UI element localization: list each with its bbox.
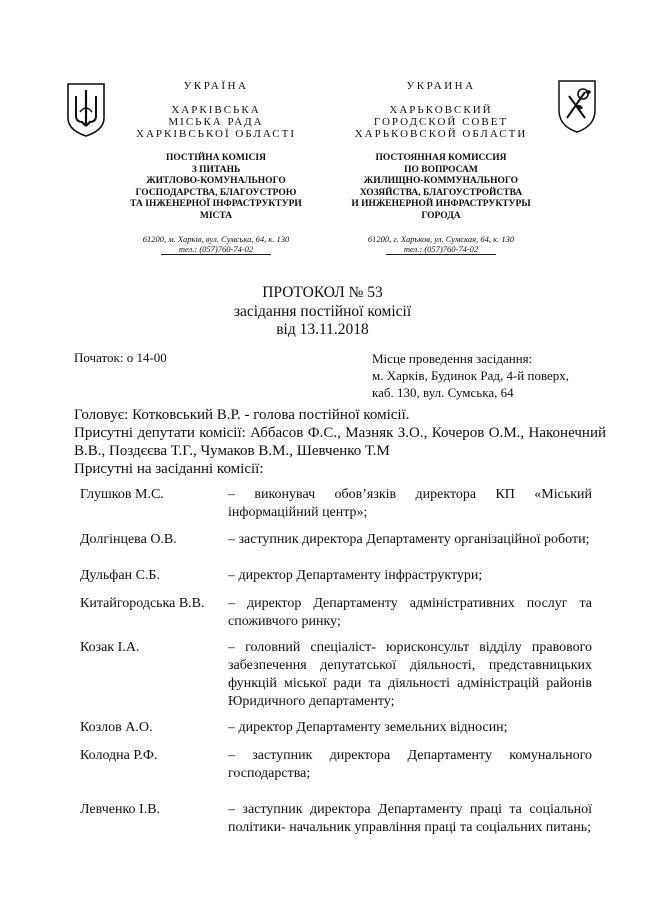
attendee-row xyxy=(80,595,592,631)
attendee-row xyxy=(80,801,592,837)
council-line: ХАРКІВСЬКОЇ ОБЛАСТІ xyxy=(136,128,296,140)
council-name-ru xyxy=(335,104,547,140)
attendee-name: Долгінцева О.В. xyxy=(80,532,177,547)
commission-line: ХОЗЯЙСТВА, БЛАГОУСТРОЙСТВА xyxy=(359,187,523,198)
commission-line: ГОРОДА xyxy=(421,210,461,221)
protocol-heading xyxy=(0,284,645,340)
meeting-start-time: Початок: о 14-00 xyxy=(74,350,167,365)
present-guests-heading: Присутні на засіданні комісії: xyxy=(74,461,264,477)
attendee-row xyxy=(80,486,592,522)
attendee-role: – виконувач обов’язків директора КП «Міський інформаційний центр»; xyxy=(228,487,592,520)
place-line: каб. 130, вул. Сумська, 64 xyxy=(372,385,514,400)
commission-line: ТА ІНЖЕНЕРНОЇ ІНФРАСТРУКТУРИ xyxy=(130,199,302,209)
attendee-role: – заступник директора Департаменту праці та соціальної політики- начальник управління праці та соціальних питань; xyxy=(228,802,592,835)
attendee-name: Козак І.А. xyxy=(80,640,140,655)
attendee-name: Левченко І.В. xyxy=(80,802,161,817)
letterhead-ru xyxy=(335,80,547,255)
attendee-role: – заступник директора Департаменту організаційної роботи; xyxy=(228,532,590,547)
council-line: ХАРКІВСЬКА xyxy=(171,104,261,116)
commission-line: МІСТА xyxy=(199,210,233,221)
address-ua xyxy=(118,234,314,255)
attendee-name: Глушков М.С. xyxy=(80,487,164,502)
commission-name-ru xyxy=(335,153,547,222)
attendee-name: Колодна Р.Ф. xyxy=(80,748,158,763)
council-line: ГОРОДСКОЙ СОВЕТ xyxy=(373,116,509,128)
present-deputies-line: Присутні депутати комісії: Аббасов Ф.С., Мазняк З.О., Кочеров О.М., Наконечний В.В., Поздєєва Т.Г., Чумаков В.М., Шевченко Т.М xyxy=(74,425,606,459)
protocol-title: ПРОТОКОЛ № 53 xyxy=(262,284,383,301)
attendee-row xyxy=(80,719,592,737)
commission-line: ЖИТЛОВО-КОМУНАЛЬНОГО xyxy=(146,176,286,186)
place-line: Місце проведення засідання: xyxy=(372,351,533,366)
attendee-role: – директор Департаменту інфраструктури; xyxy=(228,568,483,583)
council-line: ХАРЬКОВСКИЙ xyxy=(389,104,493,116)
attendee-list xyxy=(80,486,592,837)
attendee-role: – головний спеціаліст- юрисконсульт відділу правового забезпечення депутатської діяльності, представницьких функцій міської ради та діяльності адміністрацій районів Юридичного департаменту; xyxy=(228,640,592,709)
address-ru xyxy=(335,234,547,255)
council-line: МІСЬКА РАДА xyxy=(168,116,264,128)
address-line: 61200, г. Харьков, ул. Сумская, 64, к. 130 xyxy=(367,234,515,244)
phone-line: тел.: (057)760-74-02 xyxy=(386,244,496,255)
phone-line: тел.: (057)760-74-02 xyxy=(161,244,271,255)
address-line: 61200, м. Харків, вул. Сумська, 64, к. 130 xyxy=(142,234,290,244)
commission-line: ПО ВОПРОСАМ xyxy=(404,164,478,175)
protocol-subtitle: засідання постійної комісії xyxy=(233,302,412,320)
commission-name-ua xyxy=(118,153,314,222)
country-name-ru: УКРАИНА xyxy=(406,80,476,92)
country-name-ua: УКРАЇНА xyxy=(183,80,249,92)
kharkiv-coat-of-arms-icon xyxy=(555,78,599,134)
protocol-date: від 13.11.2018 xyxy=(276,321,369,338)
commission-line: З ПИТАНЬ xyxy=(191,164,241,175)
commission-line: ЖИЛИЩНО-КОММУНАЛЬНОГО xyxy=(363,176,519,186)
council-name-ua xyxy=(118,104,314,140)
attendee-row xyxy=(80,639,592,711)
trident-emblem-icon xyxy=(66,82,106,138)
commission-line: ПОСТІЙНА КОМІСІЯ xyxy=(166,153,266,163)
attendee-role: – заступник директора Департаменту комунального господарства; xyxy=(228,748,592,781)
place-line: м. Харків, Будинок Рад, 4-й поверх, xyxy=(372,368,570,383)
attendee-role: – директор Департаменту земельних відносин; xyxy=(228,720,508,735)
attendee-row xyxy=(80,531,592,549)
meeting-place xyxy=(372,350,569,401)
commission-line: ПОСТОЯННАЯ КОМИССИЯ xyxy=(375,153,507,163)
attendee-name: Китайгородська В.В. xyxy=(80,596,205,611)
meeting-intro xyxy=(74,406,606,478)
attendee-row xyxy=(80,747,592,783)
commission-line: ГОСПОДАРСТВА, БЛАГОУСТРОЮ xyxy=(135,187,297,198)
commission-line: И ИНЖЕНЕРНОЙ ИНФРАСТРУКТУРЫ xyxy=(351,199,531,209)
attendee-role: – директор Департаменту адміністративних послуг та споживчого ринку; xyxy=(228,596,592,629)
chairperson-line: Головує: Котковський В.Р. - голова постійної комісії. xyxy=(74,407,410,423)
council-line: ХАРЬКОВСКОЙ ОБЛАСТИ xyxy=(354,128,528,140)
attendee-row xyxy=(80,567,592,585)
attendee-name: Дульфан С.Б. xyxy=(80,568,160,583)
attendee-name: Козлов А.О. xyxy=(80,720,153,735)
letterhead-ua xyxy=(118,80,314,255)
